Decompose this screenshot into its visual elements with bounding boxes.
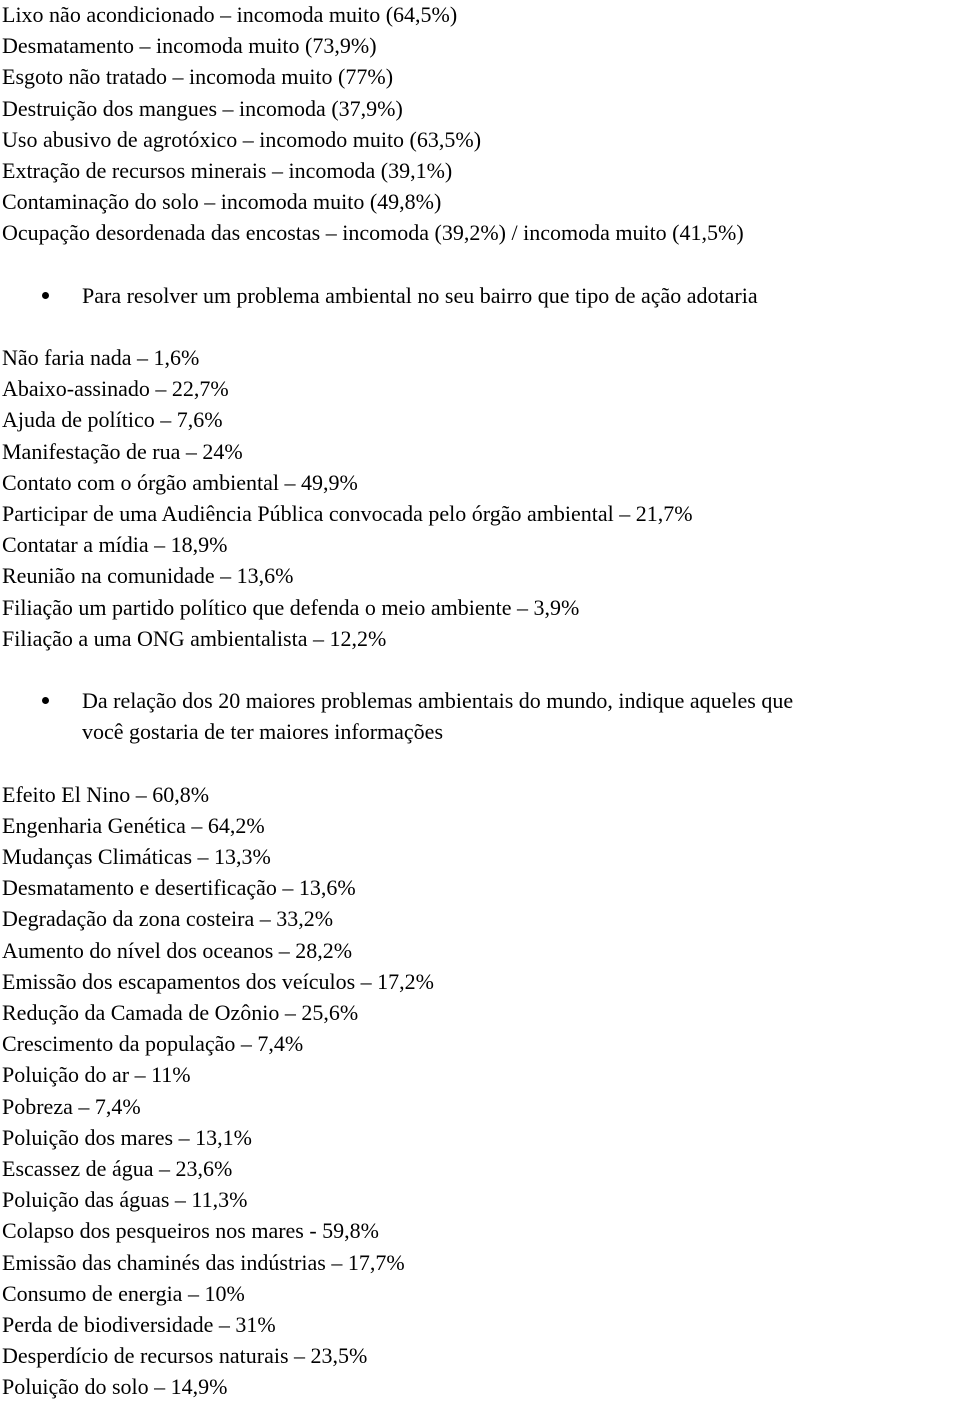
list-item: Emissão dos escapamentos dos veículos – 17,2% — [2, 968, 434, 994]
list-item: Escassez de água – 23,6% — [2, 1155, 233, 1181]
impact-list — [0, 0, 960, 249]
list-item: Degradação da zona costeira – 33,2% — [2, 906, 334, 932]
list-item: Abaixo-assinado – 22,7% — [2, 376, 229, 402]
list-item: Destruição dos mangues – incomoda (37,9%) — [2, 95, 403, 121]
list-item: Extração de recursos minerais – incomoda (39,1%) — [2, 157, 453, 183]
question-action-heading — [0, 280, 960, 311]
list-item: Filiação um partido político que defenda o meio ambiente – 3,9% — [2, 594, 580, 620]
list-item: Participar de uma Audiência Pública convocada pelo órgão ambiental – 21,7% — [2, 501, 693, 526]
spacer — [0, 654, 960, 685]
list-item: Desperdício de recursos naturais – 23,5% — [2, 1343, 368, 1369]
problems-list — [0, 779, 960, 1403]
action-list — [0, 342, 960, 654]
list-item: Filiação a uma ONG ambientalista – 12,2% — [2, 625, 387, 651]
list-item: Redução da Camada de Ozônio – 25,6% — [2, 1000, 359, 1025]
list-item: Crescimento da população – 7,4% — [2, 1031, 304, 1057]
list-item: Poluição dos mares – 13,1% — [2, 1124, 252, 1150]
spacer — [0, 311, 960, 342]
list-item: Poluição do ar – 11% — [2, 1062, 191, 1088]
list-item: Aumento do nível dos oceanos – 28,2% — [2, 937, 353, 963]
question-text: Para resolver um problema ambiental no seu bairro que tipo de ação adotaria — [82, 282, 758, 308]
list-item: Lixo não acondicionado – incomoda muito (64,5%) — [2, 2, 458, 27]
list-item: Contatar a mídia – 18,9% — [2, 532, 228, 558]
list-item: Manifestação de rua – 24% — [2, 438, 243, 464]
list-item: Colapso dos pesqueiros nos mares - 59,8% — [2, 1218, 380, 1244]
list-item: Perda de biodiversidade – 31% — [2, 1311, 276, 1337]
list-item: Ajuda de político – 7,6% — [2, 407, 223, 433]
list-item: Ocupação desordenada das encostas – incomoda (39,2%) / incomoda muito (41,5%) — [2, 220, 744, 246]
question-text-line-1: Da relação dos 20 maiores problemas ambientais do mundo, indique aqueles que — [82, 688, 794, 714]
list-item: Desmatamento – incomoda muito (73,9%) — [2, 33, 377, 59]
list-item: Pobreza – 7,4% — [2, 1093, 141, 1119]
list-item: Efeito El Nino – 60,8% — [2, 781, 210, 807]
list-item: Consumo de energia – 10% — [2, 1280, 245, 1306]
spacer — [0, 249, 960, 280]
bullet-icon — [42, 292, 49, 299]
list-item: Reunião na comunidade – 13,6% — [2, 563, 294, 589]
list-item: Engenharia Genética – 64,2% — [2, 812, 265, 838]
list-item: Mudanças Climáticas – 13,3% — [2, 844, 271, 870]
list-item: Emissão das chaminés das indústrias – 17,7% — [2, 1249, 405, 1275]
list-item: Desmatamento e desertificação – 13,6% — [2, 875, 356, 901]
list-item: Poluição das águas – 11,3% — [2, 1187, 248, 1213]
list-item: Esgoto não tratado – incomoda muito (77%) — [2, 64, 394, 90]
list-item: Uso abusivo de agrotóxico – incomodo muito (63,5%) — [2, 126, 482, 152]
question-problems-heading — [0, 685, 960, 747]
list-item: Não faria nada – 1,6% — [2, 345, 200, 371]
spacer — [0, 748, 960, 779]
question-text-line-2: você gostaria de ter maiores informações — [82, 719, 444, 745]
list-item: Contato com o órgão ambiental – 49,9% — [2, 469, 358, 495]
list-item: Poluição do solo – 14,9% — [2, 1374, 228, 1400]
bullet-icon — [42, 697, 49, 704]
list-item: Contaminação do solo – incomoda muito (49,8%) — [2, 189, 442, 215]
